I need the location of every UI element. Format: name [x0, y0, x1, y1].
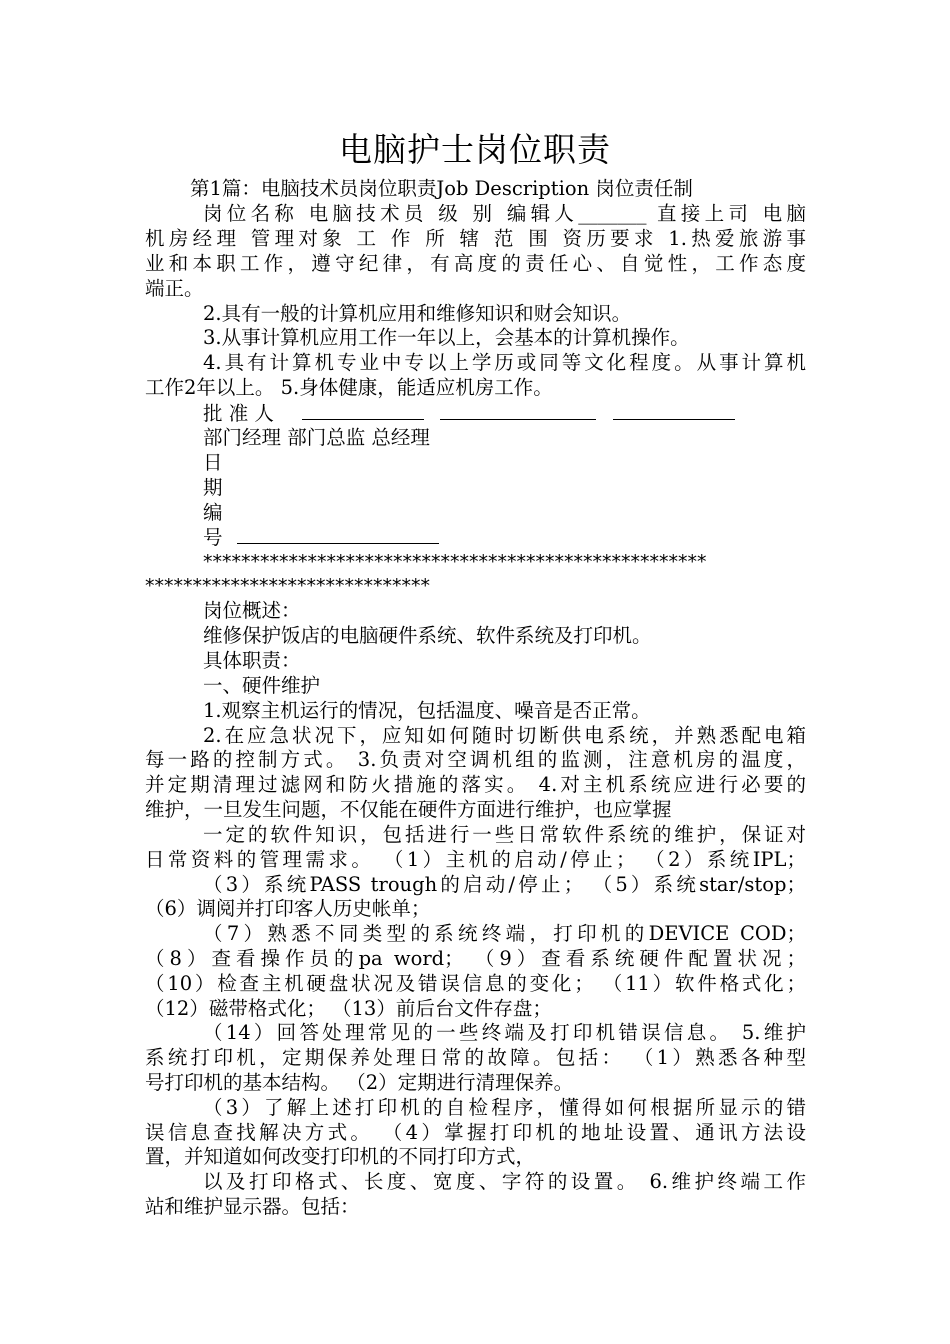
text-line: 维修保护饭店的电脑硬件系统、软件系统及打印机。 [203, 624, 652, 647]
number-label-char: 编 [203, 501, 223, 524]
text-line: （3）了解上述打印机的自检程序，懂得如何根据所显示的错 [203, 1096, 806, 1119]
text-line: 端正。 [145, 277, 204, 300]
date-label-char: 日 [203, 451, 223, 474]
approver-label: 批 准 人 [203, 402, 274, 425]
text-line: 3.从事计算机应用工作一年以上，会基本的计算机操作。 [203, 326, 690, 349]
text-line: 并定期清理过滤网和防火措施的落实。 4.对主机系统应进行必要的 [145, 773, 806, 796]
approver-titles: 部门经理 部门总监 总经理 [203, 426, 430, 449]
text-line: 以及打印格式、长度、宽度、字符的设置。 6.维护终端工作 [203, 1170, 806, 1193]
text-line: 2.在应急状况下，应知如何随时切断供电系统，并熟悉配电箱 [203, 724, 806, 747]
section-heading: 岗位概述： [203, 599, 301, 622]
text-line: 站和维护显示器。包括： [145, 1195, 360, 1218]
separator-stars: ****************************** [145, 575, 430, 597]
separator-stars: ***************************************************** [203, 551, 707, 573]
section-heading: 一、硬件维护 [203, 674, 321, 697]
approver-line [203, 401, 735, 426]
text-line: 岗位名称 电脑技术员 级 别 编辑人_______ 直接上司 电脑 [203, 202, 806, 225]
text-line: 号打印机的基本结构。 （2）定期进行清理保养。 [145, 1071, 574, 1094]
text-line: （14）回答处理常见的一些终端及打印机错误信息。 5.维护 [203, 1021, 806, 1044]
text-line: 业和本职工作，遵守纪律，有高度的责任心、自觉性，工作态度 [145, 252, 806, 275]
number-line [203, 525, 439, 550]
text-line: （3）系统PASS trough的启动/停止； （5）系统star/stop； [203, 873, 806, 896]
signature-blank [440, 401, 596, 420]
text-line: 一定的软件知识，包括进行一些日常软件系统的维护，保证对 [203, 823, 806, 846]
text-line: （7）熟悉不同类型的系统终端，打印机的DEVICE COD； [203, 922, 806, 945]
text-line: 2.具有一般的计算机应用和维修知识和财会知识。 [203, 302, 632, 325]
text-line: （12）磁带格式化； （13）前后台文件存盘； [145, 997, 552, 1020]
signature-blank [302, 401, 424, 420]
text-line: 机房经理 管理对象 工 作 所 辖 范 围 资历要求 1.热爱旅游事 [145, 227, 806, 250]
text-line: 置，并知道如何改变打印机的不同打印方式， [145, 1145, 536, 1168]
text-line: 日常资料的管理需求。 （1）主机的启动/停止； （2）系统IPL； [145, 848, 806, 871]
text-line: 1.观察主机运行的情况，包括温度、噪音是否正常。 [203, 699, 651, 722]
text-line: （10）检查主机硬盘状况及错误信息的变化； （11）软件格式化； [145, 972, 806, 995]
section-heading: 具体职责： [203, 649, 301, 672]
text-line: （8）查看操作员的pa word； （9）查看系统硬件配置状况； [145, 947, 806, 970]
text-line: （6）调阅并打印客人历史帐单； [145, 897, 431, 920]
date-label-char: 期 [203, 476, 223, 499]
text-line: 误信息查找解决方式。 （4）掌握打印机的地址设置、通讯方法设 [145, 1121, 806, 1144]
number-blank [237, 525, 439, 544]
page-title: 电脑护士岗位职责 [339, 130, 611, 169]
text-line: 4.具有计算机专业中专以上学历或同等文化程度。从事计算机 [203, 351, 806, 374]
text-line: 每一路的控制方式。 3.负责对空调机组的监测，注意机房的温度， [145, 748, 806, 771]
text-line: 系统打印机，定期保养处理日常的故障。包括： （1）熟悉各种型 [145, 1046, 806, 1069]
text-line: 维护，一旦发生问题，不仅能在硬件方面进行维护，也应掌握 [145, 798, 672, 821]
subtitle-line: 第1篇：电脑技术员岗位职责Job Description 岗位责任制 [190, 177, 693, 200]
text-line: 工作2年以上。 5.身体健康，能适应机房工作。 [145, 376, 553, 399]
signature-blank [613, 401, 735, 420]
number-label-char: 号 [203, 526, 223, 549]
